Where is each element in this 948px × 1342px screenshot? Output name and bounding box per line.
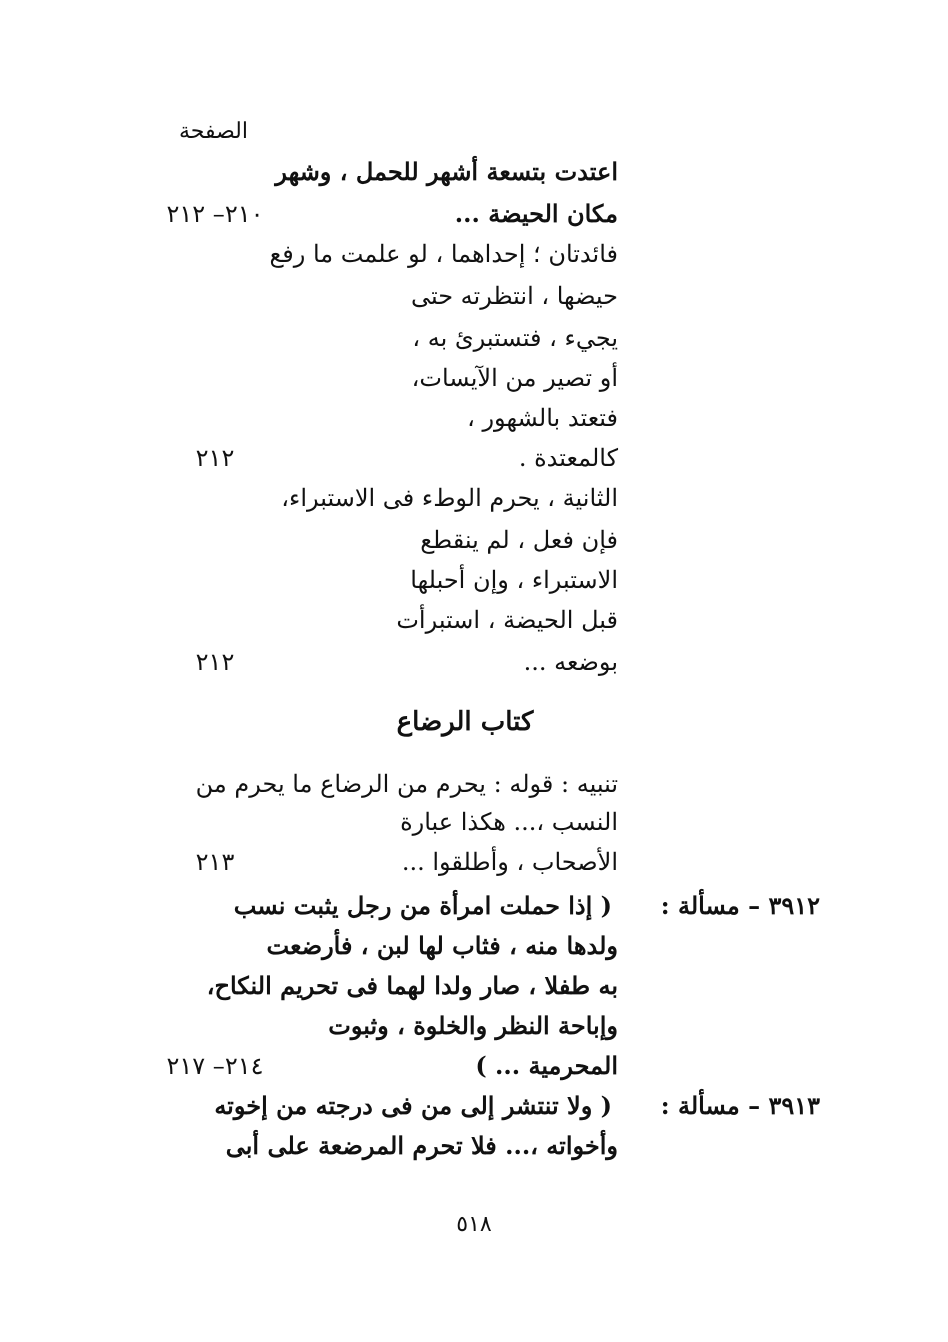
page-reference: ٢١٠– ٢١٢ [166,200,264,228]
masala-3913-label: ٣٩١٣ – مسألة : [660,1091,820,1120]
masala-3912-line: ولدها منه ، فثاب لها لبن ، فأرضعت [266,931,618,960]
tanbih-line: النسب ،... هكذا عبارة [400,808,618,836]
masala-3912-line: ( إذا حملت امرأة من رجل يثبت نسب [233,891,612,920]
faida-line: فتعتد بالشهور ، [467,404,618,432]
page-number: ٥١٨ [456,1212,492,1237]
second-line: بوضعه ... [523,648,618,676]
second-line: فإن فعل ، لم ينقطع [420,526,618,554]
faida-line: أو تصير من الآيسات، [411,364,618,392]
faida-line: حيضها ، انتظرته حتى [410,282,618,310]
entry-line: اعتدت بتسعة أشهر للحمل ، وشهر [275,157,618,186]
masala-3912-line: وإباحة النظر والخلوة ، وثبوت [328,1011,618,1040]
page-reference: ٢١٢ [195,444,235,472]
tanbih-line: الأصحاب ، وأطلقوا ... [401,848,618,876]
second-line: قبل الحيضة ، استبرأت [396,606,618,634]
masala-3913-line: ( ولا تنتشر إلى من فى درجته من إخوته [214,1091,612,1120]
faida-line: فائدتان ؛ إحداهما ، لو علمت ما رفع [269,240,618,268]
page-column-header: الصفحة [178,119,248,144]
faida-line: كالمعتدة . [518,444,618,472]
faida-line: يجيء ، فتستبرئ به ، [412,324,618,352]
second-line: الثانية ، يحرم الوطء فى الاستبراء، [281,484,618,512]
second-line: الاستبراء ، وإن أحبلها [410,566,618,594]
section-title: كتاب الرضاع [396,707,534,737]
page-reference: ٢١٢ [195,648,235,676]
masala-3913-line: وأخواته ،... فلا تحرم المرضعة على أبى [225,1131,618,1160]
entry-line: مكان الحيضة ... [454,199,618,228]
masala-3912-line: المحرمية ... ) [475,1051,618,1080]
page-reference: ٢١٤– ٢١٧ [166,1052,264,1080]
tanbih-line: تنبيه : قوله : يحرم من الرضاع ما يحرم من [195,770,618,798]
page-reference: ٢١٣ [195,848,235,876]
masala-3912-label: ٣٩١٢ – مسألة : [660,891,820,920]
masala-3912-line: به طفلا ، صار ولدا لهما فى تحريم النكاح، [206,971,618,1000]
